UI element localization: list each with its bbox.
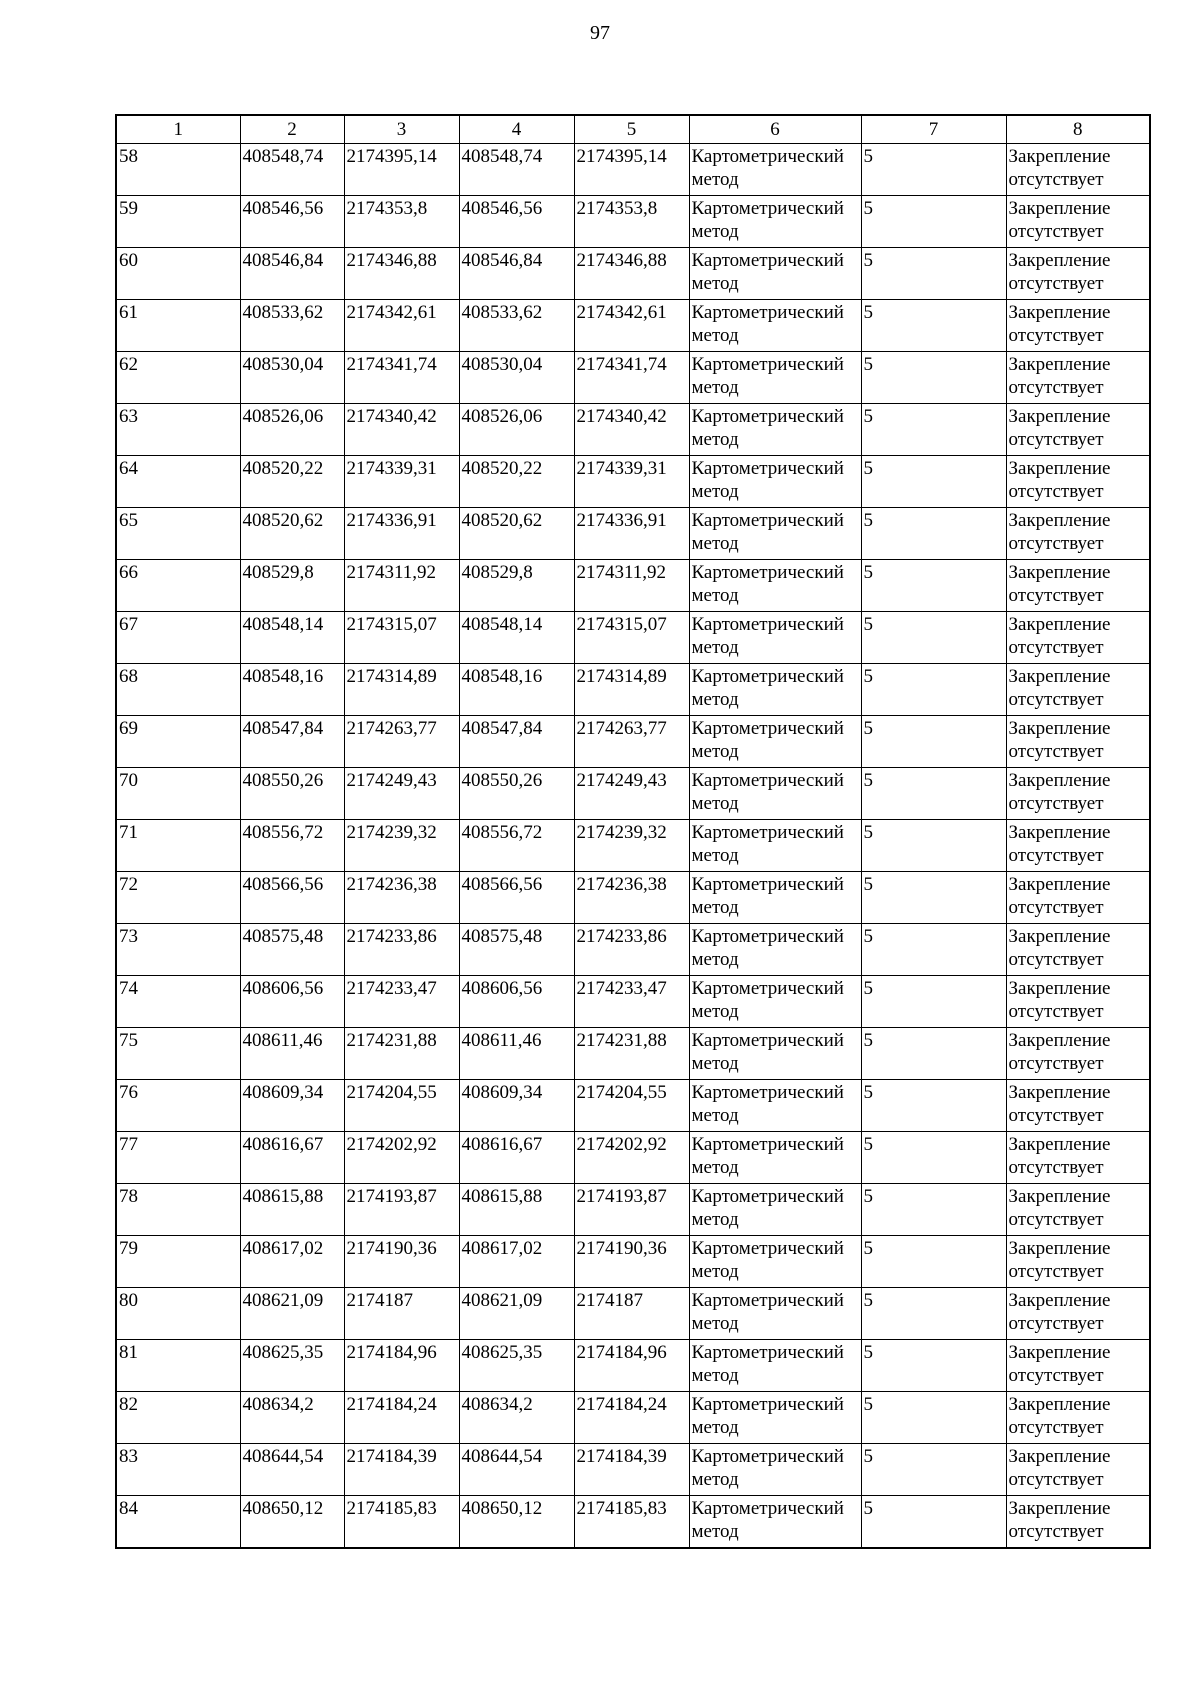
y-coordinate-2-cell: 2174341,74: [574, 352, 689, 404]
point-number-cell: 71: [116, 820, 240, 872]
method-cell: Картометрический метод: [689, 976, 861, 1028]
point-number-cell: 60: [116, 248, 240, 300]
y-coordinate-2-cell: 2174340,42: [574, 404, 689, 456]
method-cell: Картометрический метод: [689, 248, 861, 300]
x-coordinate-cell: 408546,56: [240, 196, 344, 248]
table-row: [116, 508, 1150, 560]
y-coordinate-2-cell: 2174339,31: [574, 456, 689, 508]
x-coordinate-cell: 408529,8: [240, 560, 344, 612]
x-coordinate-cell: 408650,12: [240, 1496, 344, 1549]
y-coordinate-2-cell: 2174236,38: [574, 872, 689, 924]
method-cell: Картометрический метод: [689, 456, 861, 508]
fixation-cell: Закрепление отсутствует: [1006, 612, 1150, 664]
y-coordinate-cell: 2174315,07: [344, 612, 459, 664]
y-coordinate-cell: 2174249,43: [344, 768, 459, 820]
y-coordinate-2-cell: 2174202,92: [574, 1132, 689, 1184]
method-cell: Картометрический метод: [689, 508, 861, 560]
accuracy-cell: 5: [861, 768, 1006, 820]
x-coordinate-2-cell: 408533,62: [459, 300, 574, 352]
column-header-5: 5: [574, 115, 689, 144]
fixation-cell: Закрепление отсутствует: [1006, 352, 1150, 404]
x-coordinate-cell: 408520,62: [240, 508, 344, 560]
x-coordinate-2-cell: 408575,48: [459, 924, 574, 976]
method-cell: Картометрический метод: [689, 768, 861, 820]
x-coordinate-cell: 408550,26: [240, 768, 344, 820]
x-coordinate-cell: 408609,34: [240, 1080, 344, 1132]
method-cell: Картометрический метод: [689, 1496, 861, 1549]
fixation-cell: Закрепление отсутствует: [1006, 1392, 1150, 1444]
table-row: [116, 1392, 1150, 1444]
x-coordinate-2-cell: 408606,56: [459, 976, 574, 1028]
method-cell: Картометрический метод: [689, 404, 861, 456]
table-row: [116, 196, 1150, 248]
table-row: [116, 1236, 1150, 1288]
point-number-cell: 67: [116, 612, 240, 664]
table-row: [116, 872, 1150, 924]
y-coordinate-cell: 2174184,39: [344, 1444, 459, 1496]
method-cell: Картометрический метод: [689, 1444, 861, 1496]
accuracy-cell: 5: [861, 1132, 1006, 1184]
y-coordinate-cell: 2174314,89: [344, 664, 459, 716]
table-row: [116, 456, 1150, 508]
column-header-4: 4: [459, 115, 574, 144]
x-coordinate-cell: 408611,46: [240, 1028, 344, 1080]
method-cell: Картометрический метод: [689, 1184, 861, 1236]
x-coordinate-2-cell: 408547,84: [459, 716, 574, 768]
page-number: 97: [590, 22, 610, 44]
table-row: [116, 1184, 1150, 1236]
method-cell: Картометрический метод: [689, 1340, 861, 1392]
x-coordinate-cell: 408606,56: [240, 976, 344, 1028]
method-cell: Картометрический метод: [689, 716, 861, 768]
fixation-cell: Закрепление отсутствует: [1006, 872, 1150, 924]
accuracy-cell: 5: [861, 872, 1006, 924]
y-coordinate-cell: 2174236,38: [344, 872, 459, 924]
table-row: [116, 560, 1150, 612]
coordinates-table: [115, 114, 1151, 1549]
fixation-cell: Закрепление отсутствует: [1006, 1340, 1150, 1392]
y-coordinate-cell: 2174190,36: [344, 1236, 459, 1288]
x-coordinate-cell: 408548,16: [240, 664, 344, 716]
x-coordinate-2-cell: 408520,22: [459, 456, 574, 508]
point-number-cell: 62: [116, 352, 240, 404]
accuracy-cell: 5: [861, 248, 1006, 300]
point-number-cell: 73: [116, 924, 240, 976]
accuracy-cell: 5: [861, 716, 1006, 768]
point-number-cell: 58: [116, 144, 240, 196]
x-coordinate-cell: 408621,09: [240, 1288, 344, 1340]
accuracy-cell: 5: [861, 196, 1006, 248]
method-cell: Картометрический метод: [689, 352, 861, 404]
y-coordinate-cell: 2174233,47: [344, 976, 459, 1028]
x-coordinate-cell: 408625,35: [240, 1340, 344, 1392]
accuracy-cell: 5: [861, 924, 1006, 976]
table-row: [116, 924, 1150, 976]
y-coordinate-cell: 2174233,86: [344, 924, 459, 976]
table-row: [116, 144, 1150, 196]
x-coordinate-2-cell: 408650,12: [459, 1496, 574, 1549]
fixation-cell: Закрепление отсутствует: [1006, 1132, 1150, 1184]
point-number-cell: 66: [116, 560, 240, 612]
table-row: [116, 716, 1150, 768]
y-coordinate-2-cell: 2174231,88: [574, 1028, 689, 1080]
fixation-cell: Закрепление отсутствует: [1006, 716, 1150, 768]
point-number-cell: 74: [116, 976, 240, 1028]
header-row: [116, 115, 1150, 144]
accuracy-cell: 5: [861, 508, 1006, 560]
accuracy-cell: 5: [861, 1444, 1006, 1496]
point-number-cell: 80: [116, 1288, 240, 1340]
x-coordinate-2-cell: 408611,46: [459, 1028, 574, 1080]
x-coordinate-cell: 408644,54: [240, 1444, 344, 1496]
x-coordinate-cell: 408616,67: [240, 1132, 344, 1184]
fixation-cell: Закрепление отсутствует: [1006, 664, 1150, 716]
point-number-cell: 84: [116, 1496, 240, 1549]
method-cell: Картометрический метод: [689, 560, 861, 612]
table-row: [116, 352, 1150, 404]
x-coordinate-2-cell: 408634,2: [459, 1392, 574, 1444]
accuracy-cell: 5: [861, 1080, 1006, 1132]
y-coordinate-cell: 2174342,61: [344, 300, 459, 352]
y-coordinate-2-cell: 2174193,87: [574, 1184, 689, 1236]
point-number-cell: 64: [116, 456, 240, 508]
x-coordinate-cell: 408526,06: [240, 404, 344, 456]
x-coordinate-2-cell: 408556,72: [459, 820, 574, 872]
x-coordinate-cell: 408533,62: [240, 300, 344, 352]
y-coordinate-cell: 2174340,42: [344, 404, 459, 456]
x-coordinate-cell: 408548,14: [240, 612, 344, 664]
column-header-3: 3: [344, 115, 459, 144]
x-coordinate-2-cell: 408615,88: [459, 1184, 574, 1236]
x-coordinate-2-cell: 408550,26: [459, 768, 574, 820]
x-coordinate-2-cell: 408520,62: [459, 508, 574, 560]
y-coordinate-2-cell: 2174185,83: [574, 1496, 689, 1549]
x-coordinate-cell: 408575,48: [240, 924, 344, 976]
fixation-cell: Закрепление отсутствует: [1006, 196, 1150, 248]
y-coordinate-cell: 2174185,83: [344, 1496, 459, 1549]
point-number-cell: 63: [116, 404, 240, 456]
y-coordinate-2-cell: 2174353,8: [574, 196, 689, 248]
table-row: [116, 300, 1150, 352]
y-coordinate-cell: 2174395,14: [344, 144, 459, 196]
x-coordinate-cell: 408530,04: [240, 352, 344, 404]
y-coordinate-cell: 2174184,96: [344, 1340, 459, 1392]
method-cell: Картометрический метод: [689, 1236, 861, 1288]
point-number-cell: 77: [116, 1132, 240, 1184]
column-header-1: 1: [116, 115, 240, 144]
fixation-cell: Закрепление отсутствует: [1006, 1080, 1150, 1132]
accuracy-cell: 5: [861, 820, 1006, 872]
method-cell: Картометрический метод: [689, 1028, 861, 1080]
accuracy-cell: 5: [861, 1028, 1006, 1080]
fixation-cell: Закрепление отсутствует: [1006, 508, 1150, 560]
y-coordinate-2-cell: 2174342,61: [574, 300, 689, 352]
x-coordinate-cell: 408520,22: [240, 456, 344, 508]
method-cell: Картометрический метод: [689, 872, 861, 924]
y-coordinate-2-cell: 2174311,92: [574, 560, 689, 612]
fixation-cell: Закрепление отсутствует: [1006, 1184, 1150, 1236]
fixation-cell: Закрепление отсутствует: [1006, 1028, 1150, 1080]
point-number-cell: 82: [116, 1392, 240, 1444]
y-coordinate-cell: 2174263,77: [344, 716, 459, 768]
fixation-cell: Закрепление отсутствует: [1006, 404, 1150, 456]
x-coordinate-cell: 408547,84: [240, 716, 344, 768]
point-number-cell: 75: [116, 1028, 240, 1080]
fixation-cell: Закрепление отсутствует: [1006, 976, 1150, 1028]
y-coordinate-cell: 2174341,74: [344, 352, 459, 404]
accuracy-cell: 5: [861, 352, 1006, 404]
point-number-cell: 69: [116, 716, 240, 768]
x-coordinate-2-cell: 408621,09: [459, 1288, 574, 1340]
table-row: [116, 248, 1150, 300]
y-coordinate-cell: 2174346,88: [344, 248, 459, 300]
y-coordinate-2-cell: 2174315,07: [574, 612, 689, 664]
x-coordinate-cell: 408617,02: [240, 1236, 344, 1288]
point-number-cell: 68: [116, 664, 240, 716]
y-coordinate-cell: 2174353,8: [344, 196, 459, 248]
table-row: [116, 768, 1150, 820]
point-number-cell: 78: [116, 1184, 240, 1236]
accuracy-cell: 5: [861, 1340, 1006, 1392]
fixation-cell: Закрепление отсутствует: [1006, 1236, 1150, 1288]
y-coordinate-2-cell: 2174314,89: [574, 664, 689, 716]
y-coordinate-2-cell: 2174190,36: [574, 1236, 689, 1288]
point-number-cell: 59: [116, 196, 240, 248]
y-coordinate-cell: 2174184,24: [344, 1392, 459, 1444]
x-coordinate-cell: 408556,72: [240, 820, 344, 872]
y-coordinate-2-cell: 2174184,96: [574, 1340, 689, 1392]
x-coordinate-2-cell: 408625,35: [459, 1340, 574, 1392]
table-row: [116, 664, 1150, 716]
table-row: [116, 1444, 1150, 1496]
fixation-cell: Закрепление отсутствует: [1006, 768, 1150, 820]
method-cell: Картометрический метод: [689, 1288, 861, 1340]
table-row: [116, 976, 1150, 1028]
y-coordinate-cell: 2174187: [344, 1288, 459, 1340]
y-coordinate-2-cell: 2174249,43: [574, 768, 689, 820]
table-row: [116, 1496, 1150, 1549]
y-coordinate-2-cell: 2174233,47: [574, 976, 689, 1028]
x-coordinate-2-cell: 408529,8: [459, 560, 574, 612]
point-number-cell: 72: [116, 872, 240, 924]
y-coordinate-2-cell: 2174263,77: [574, 716, 689, 768]
x-coordinate-2-cell: 408548,14: [459, 612, 574, 664]
y-coordinate-cell: 2174202,92: [344, 1132, 459, 1184]
x-coordinate-cell: 408634,2: [240, 1392, 344, 1444]
accuracy-cell: 5: [861, 144, 1006, 196]
y-coordinate-2-cell: 2174187: [574, 1288, 689, 1340]
x-coordinate-cell: 408548,74: [240, 144, 344, 196]
table-row: [116, 1288, 1150, 1340]
column-header-8: 8: [1006, 115, 1150, 144]
y-coordinate-2-cell: 2174346,88: [574, 248, 689, 300]
y-coordinate-2-cell: 2174233,86: [574, 924, 689, 976]
fixation-cell: Закрепление отсутствует: [1006, 924, 1150, 976]
method-cell: Картометрический метод: [689, 664, 861, 716]
method-cell: Картометрический метод: [689, 820, 861, 872]
x-coordinate-2-cell: 408616,67: [459, 1132, 574, 1184]
column-header-7: 7: [861, 115, 1006, 144]
table-row: [116, 1080, 1150, 1132]
point-number-cell: 81: [116, 1340, 240, 1392]
accuracy-cell: 5: [861, 404, 1006, 456]
fixation-cell: Закрепление отсутствует: [1006, 1444, 1150, 1496]
x-coordinate-2-cell: 408546,84: [459, 248, 574, 300]
y-coordinate-cell: 2174231,88: [344, 1028, 459, 1080]
fixation-cell: Закрепление отсутствует: [1006, 300, 1150, 352]
fixation-cell: Закрепление отсутствует: [1006, 456, 1150, 508]
y-coordinate-2-cell: 2174336,91: [574, 508, 689, 560]
point-number-cell: 70: [116, 768, 240, 820]
x-coordinate-cell: 408615,88: [240, 1184, 344, 1236]
point-number-cell: 83: [116, 1444, 240, 1496]
table-body: [116, 144, 1150, 1549]
table-row: [116, 1132, 1150, 1184]
x-coordinate-2-cell: 408546,56: [459, 196, 574, 248]
accuracy-cell: 5: [861, 1236, 1006, 1288]
x-coordinate-cell: 408566,56: [240, 872, 344, 924]
method-cell: Картометрический метод: [689, 924, 861, 976]
y-coordinate-cell: 2174311,92: [344, 560, 459, 612]
fixation-cell: Закрепление отсутствует: [1006, 144, 1150, 196]
table-row: [116, 404, 1150, 456]
column-header-2: 2: [240, 115, 344, 144]
fixation-cell: Закрепление отсутствует: [1006, 820, 1150, 872]
accuracy-cell: 5: [861, 664, 1006, 716]
x-coordinate-2-cell: 408617,02: [459, 1236, 574, 1288]
accuracy-cell: 5: [861, 976, 1006, 1028]
y-coordinate-cell: 2174336,91: [344, 508, 459, 560]
x-coordinate-2-cell: 408566,56: [459, 872, 574, 924]
y-coordinate-2-cell: 2174395,14: [574, 144, 689, 196]
fixation-cell: Закрепление отсутствует: [1006, 560, 1150, 612]
y-coordinate-2-cell: 2174204,55: [574, 1080, 689, 1132]
x-coordinate-2-cell: 408526,06: [459, 404, 574, 456]
accuracy-cell: 5: [861, 1392, 1006, 1444]
x-coordinate-2-cell: 408548,74: [459, 144, 574, 196]
y-coordinate-2-cell: 2174239,32: [574, 820, 689, 872]
point-number-cell: 65: [116, 508, 240, 560]
point-number-cell: 61: [116, 300, 240, 352]
accuracy-cell: 5: [861, 300, 1006, 352]
accuracy-cell: 5: [861, 456, 1006, 508]
y-coordinate-cell: 2174204,55: [344, 1080, 459, 1132]
fixation-cell: Закрепление отсутствует: [1006, 248, 1150, 300]
method-cell: Картометрический метод: [689, 144, 861, 196]
fixation-cell: Закрепление отсутствует: [1006, 1496, 1150, 1549]
method-cell: Картометрический метод: [689, 196, 861, 248]
accuracy-cell: 5: [861, 1496, 1006, 1549]
method-cell: Картометрический метод: [689, 300, 861, 352]
method-cell: Картометрический метод: [689, 612, 861, 664]
table-row: [116, 1340, 1150, 1392]
method-cell: Картометрический метод: [689, 1392, 861, 1444]
y-coordinate-cell: 2174339,31: [344, 456, 459, 508]
x-coordinate-2-cell: 408644,54: [459, 1444, 574, 1496]
method-cell: Картометрический метод: [689, 1132, 861, 1184]
x-coordinate-2-cell: 408530,04: [459, 352, 574, 404]
table-header: [116, 115, 1150, 144]
accuracy-cell: 5: [861, 1288, 1006, 1340]
y-coordinate-cell: 2174239,32: [344, 820, 459, 872]
point-number-cell: 76: [116, 1080, 240, 1132]
accuracy-cell: 5: [861, 612, 1006, 664]
y-coordinate-cell: 2174193,87: [344, 1184, 459, 1236]
table-row: [116, 1028, 1150, 1080]
x-coordinate-cell: 408546,84: [240, 248, 344, 300]
y-coordinate-2-cell: 2174184,39: [574, 1444, 689, 1496]
x-coordinate-2-cell: 408548,16: [459, 664, 574, 716]
accuracy-cell: 5: [861, 1184, 1006, 1236]
fixation-cell: Закрепление отсутствует: [1006, 1288, 1150, 1340]
column-header-6: 6: [689, 115, 861, 144]
method-cell: Картометрический метод: [689, 1080, 861, 1132]
accuracy-cell: 5: [861, 560, 1006, 612]
x-coordinate-2-cell: 408609,34: [459, 1080, 574, 1132]
point-number-cell: 79: [116, 1236, 240, 1288]
table-row: [116, 820, 1150, 872]
table-row: [116, 612, 1150, 664]
y-coordinate-2-cell: 2174184,24: [574, 1392, 689, 1444]
